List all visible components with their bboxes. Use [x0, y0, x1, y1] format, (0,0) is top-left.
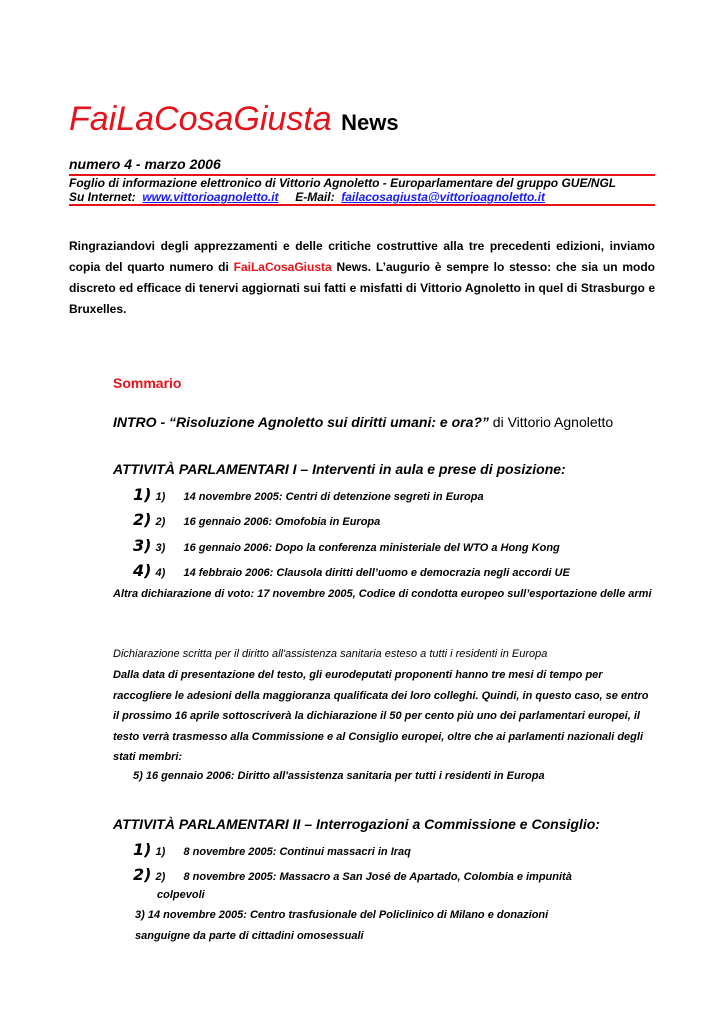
dichiarazione-title: Dichiarazione scritta per il diritto all'assistenza sanitaria esteso a tutti i residenti in Europa [113, 648, 548, 660]
item-text: 14 febbraio 2006: Clausola diritti dell’uomo e democrazia negli accordi UE [183, 567, 570, 579]
item-text: 16 gennaio 2006: Omofobia in Europa [183, 516, 381, 528]
section-heading: ATTIVITÀ PARLAMENTARI I – Interventi in aula e prese di posizione: [113, 461, 566, 477]
title-brand: FaiLaCosaGiusta [69, 100, 332, 138]
newsletter-title [69, 100, 399, 139]
item-number: 4) [133, 561, 152, 580]
summary-heading: Sommario [113, 375, 182, 391]
item-number: 1) [133, 485, 152, 504]
list-item [133, 510, 380, 529]
intro-text: News. L’augurio è sempre lo stesso: che sia un modo discreto ed efficace di tenervi aggiornati sui fatti e misfatti di Vittorio Agnoletto in quel di Strasburgo e Bruxelles. [69, 260, 655, 316]
item-text: 14 novembre 2005: Centri di detenzione segreti in Europa [183, 491, 484, 503]
item-text: 16 gennaio 2006: Dopo la conferenza ministeriale del WTO a Hong Kong [183, 542, 560, 554]
subtitle: Foglio di informazione elettronico di Vittorio Agnoletto - Europarlamentare del gruppo GUE/NGL [69, 176, 617, 190]
divider [69, 204, 655, 206]
item-text: 8 novembre 2005: Massacro a San José de Apartado, Colombia e impunità [183, 871, 572, 883]
list-item [133, 840, 411, 859]
list-item: 5) 16 gennaio 2006: Diritto all'assistenza sanitaria per tutti i residenti in Europa [133, 770, 545, 782]
item-number: 4) [155, 567, 166, 579]
section-heading: ATTIVITÀ PARLAMENTARI II – Interrogazioni a Commissione e Consiglio: [113, 816, 600, 832]
intro-text: Ringraziandovi degli apprezzamenti e delle critiche costruttive alla tre precedenti edizioni, inviamo copia del quarto numero di [69, 239, 655, 274]
item-number: 3) [133, 536, 152, 555]
item-number: 1) [155, 846, 166, 858]
intro-entry-author: di Vittorio Agnoletto [488, 414, 614, 430]
item-text: 8 novembre 2005: Continui massacri in Iraq [183, 846, 411, 858]
item-number: 2) [155, 871, 166, 883]
item-number: 3) [155, 542, 166, 554]
intro-entry [113, 414, 613, 430]
list-item [133, 561, 570, 580]
issue-number: numero 4 - marzo 2006 [69, 156, 221, 172]
title-suffix: News [341, 110, 399, 135]
list-item-continuation: sanguigne da parte di cittadini omosessuali [135, 930, 364, 942]
list-item-continuation: colpevoli [157, 889, 205, 901]
altra-dichiarazione: Altra dichiarazione di voto: 17 novembre 2005, Codice di condotta europeo sull’esportazione delle armi [113, 588, 652, 600]
item-number: 2) [133, 510, 152, 529]
internet-label: Su Internet: [69, 190, 136, 204]
item-number: 1) [155, 491, 166, 503]
dichiarazione-text: Dalla data di presentazione del testo, gli eurodeputati proponenti hanno tre mesi di tempo per raccogliere le adesioni della maggioranza qualificata dei loro colleghi. Quindi, in questo caso, se entro il prossimo 16 aprile sottoscriverà la dichiarazione il 50 per cento più uno dei parlamentari europei, il testo verrà trasmesso alla Commissione e al Consiglio europei, oltre che ai parlamenti nazionali degli stati membri: [113, 669, 649, 763]
list-item: 3) 14 novembre 2005: Centro trasfusionale del Policlinico di Milano e donazioni [135, 909, 549, 921]
email-label: E-Mail: [295, 190, 335, 204]
item-number: 2) [155, 516, 166, 528]
website-link[interactable]: www.vittorioagnoletto.it [142, 190, 279, 204]
intro-entry-title: INTRO - “Risoluzione Agnoletto sui diritti umani: e ora?” [113, 414, 489, 430]
intro-paragraph [69, 236, 655, 320]
list-item [133, 485, 484, 504]
intro-brand: FaiLaCosaGiusta [233, 260, 332, 274]
list-item [133, 865, 572, 884]
list-item [133, 536, 560, 555]
item-number: 2) [133, 865, 152, 884]
item-number: 1) [133, 840, 152, 859]
contact-line [69, 190, 545, 204]
email-link[interactable]: failacosagiusta@vittorioagnoletto.it [341, 190, 545, 204]
